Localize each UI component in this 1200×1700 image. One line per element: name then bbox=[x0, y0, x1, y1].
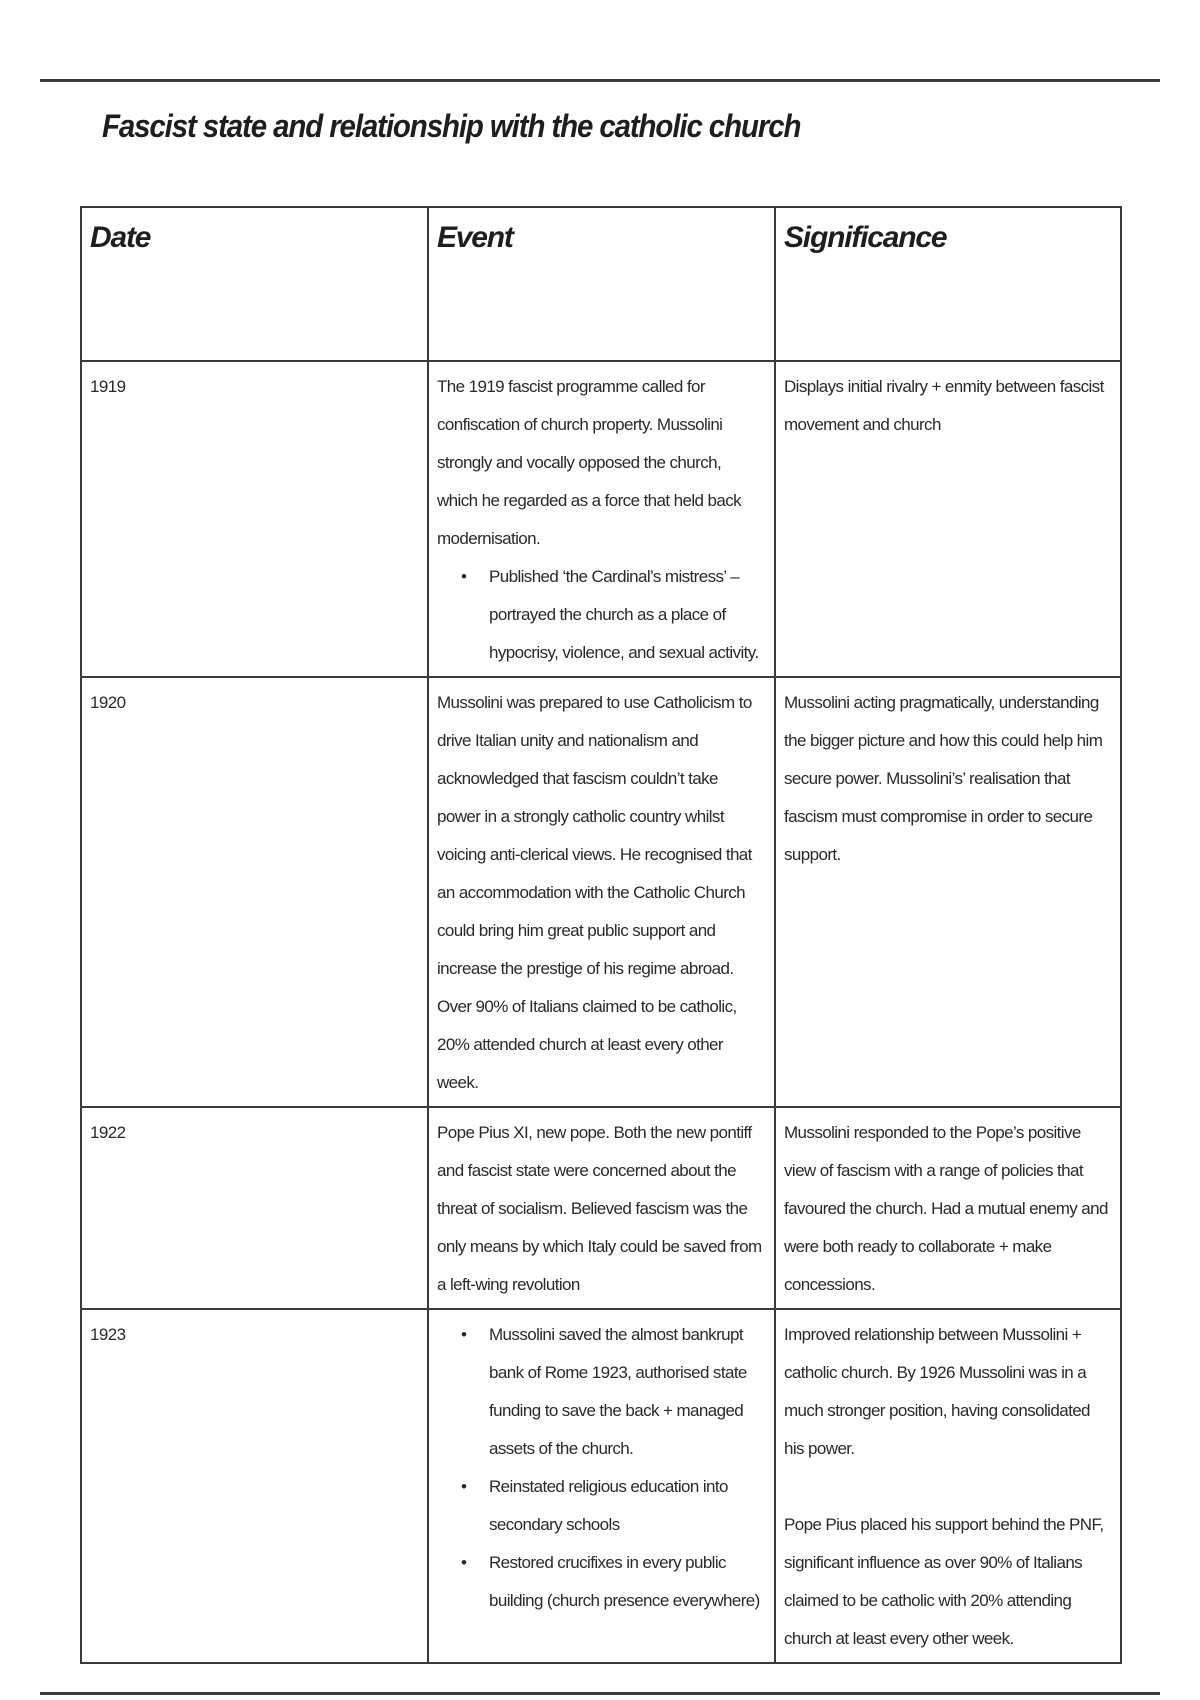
significance-cell bbox=[775, 1309, 1121, 1663]
date-cell: 1922 bbox=[81, 1107, 428, 1309]
table-row bbox=[81, 361, 1121, 677]
events-table bbox=[80, 206, 1122, 1664]
event-bullet: • Published ‘the Cardinal’s mistress’ – portrayed the church as a place of hypocrisy, violence, and sexual activity. bbox=[489, 558, 764, 672]
significance-text: Mussolini acting pragmatically, understanding the bigger picture and how this could help him secure power. Mussolini’s’ realisation that fascism must compromise in order to secure support. bbox=[784, 693, 1103, 864]
significance-cell bbox=[775, 677, 1121, 1107]
top-divider bbox=[40, 79, 1160, 82]
significance-text: Improved relationship between Mussolini + catholic church. By 1926 Mussolini was in a much stronger position, having consolidated his power. bbox=[784, 1325, 1090, 1458]
document-title: Fascist state and relationship with the catholic church bbox=[102, 108, 801, 144]
event-text: Mussolini was prepared to use Catholicism to drive Italian unity and nationalism and acknowledged that fascism couldn’t take power in a strongly catholic country whilst voicing anti-clerical views. He recognised that an accommodation with the Catholic Church could bring him great public support and increase the prestige of his regime abroad. Over 90% of Italians claimed to be catholic, 20% attended church at least every other week. bbox=[437, 693, 752, 1092]
significance-cell bbox=[775, 361, 1121, 677]
table-row bbox=[81, 1107, 1121, 1309]
significance-text: Displays initial rivalry + enmity between fascist movement and church bbox=[784, 377, 1104, 434]
event-text: The 1919 fascist programme called for confiscation of church property. Mussolini strongly and vocally opposed the church, which he regarded as a force that held back modernisation. bbox=[437, 377, 742, 548]
event-bullet-list bbox=[437, 1316, 764, 1620]
event-cell bbox=[428, 1107, 775, 1309]
date-cell: 1923 bbox=[81, 1309, 428, 1663]
header-significance: Significance bbox=[775, 207, 1121, 361]
bottom-divider bbox=[40, 1692, 1160, 1695]
event-bullet: • Reinstated religious education into secondary schools bbox=[489, 1468, 764, 1544]
table-header-row bbox=[81, 207, 1121, 361]
date-cell: 1920 bbox=[81, 677, 428, 1107]
event-cell bbox=[428, 1309, 775, 1663]
date-cell: 1919 bbox=[81, 361, 428, 677]
event-cell bbox=[428, 677, 775, 1107]
significance-text: Pope Pius placed his support behind the PNF, significant influence as over 90% of Italians claimed to be catholic with 20% attending church at least every other week. bbox=[784, 1515, 1104, 1648]
event-bullet: • Restored crucifixes in every public building (church presence everywhere) bbox=[489, 1544, 764, 1620]
paragraph-gap bbox=[784, 1468, 1110, 1506]
header-date: Date bbox=[81, 207, 428, 361]
event-bullet-list bbox=[437, 558, 764, 672]
table-row bbox=[81, 1309, 1121, 1663]
event-text: Pope Pius XI, new pope. Both the new pontiff and fascist state were concerned about the threat of socialism. Believed fascism was the only means by which Italy could be saved from a left-wing revolution bbox=[437, 1123, 762, 1294]
event-bullet: • Mussolini saved the almost bankrupt bank of Rome 1923, authorised state funding to save the back + managed assets of the church. bbox=[489, 1316, 764, 1468]
event-cell bbox=[428, 361, 775, 677]
significance-cell bbox=[775, 1107, 1121, 1309]
significance-text: Mussolini responded to the Pope’s positive view of fascism with a range of policies that favoured the church. Had a mutual enemy and were both ready to collaborate + make concessions. bbox=[784, 1123, 1108, 1294]
header-event: Event bbox=[428, 207, 775, 361]
table-row bbox=[81, 677, 1121, 1107]
